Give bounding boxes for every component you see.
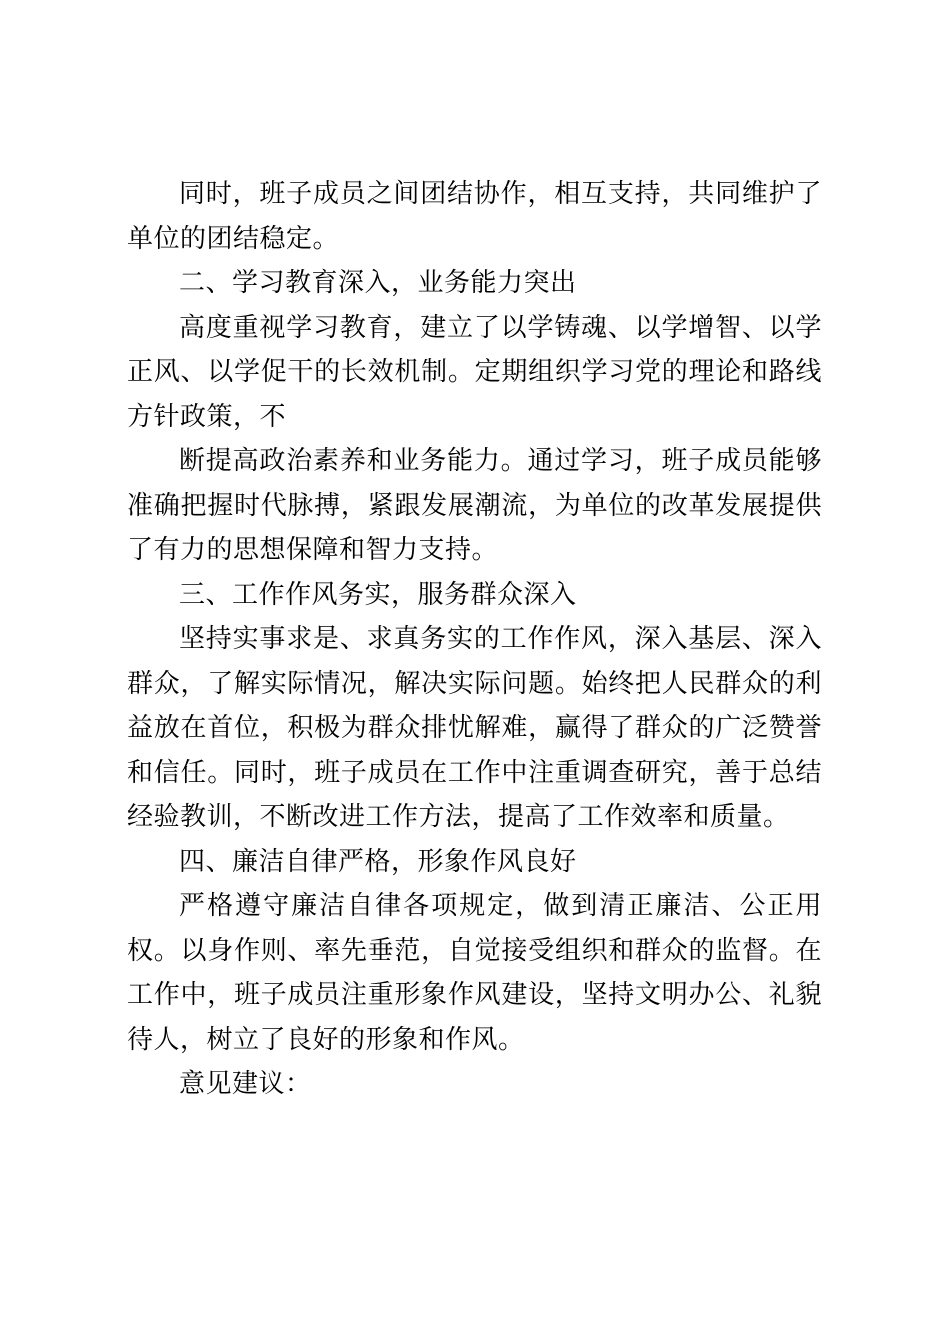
document-body <box>127 172 822 1107</box>
paragraph-study: 高度重视学习教育，建立了以学铸魂、以学增智、以学正风、以学促干的长效机制。定期组织学习党的理论和路线方针政策，不 <box>127 312 822 432</box>
section-heading-suggestions: 意见建议： <box>179 1069 312 1099</box>
paragraph-work-style: 坚持实事求是、求真务实的工作作风，深入基层、深入群众，了解实际情况，解决实际问题。始终把人民群众的利益放在首位，积极为群众排忧解难，赢得了群众的广泛赞誉和信任。同时，班子成员在工作中注重调查研究，善于总结经验教训，不断改进工作方法，提高了工作效率和质量。 <box>127 624 822 832</box>
paragraph-integrity: 严格遵守廉洁自律各项规定，做到清正廉洁、公正用权。以身作则、率先垂范，自觉接受组织和群众的监督。在工作中，班子成员注重形象作风建设，坚持文明办公、礼貌待人，树立了良好的形象和作风。 <box>127 891 822 1055</box>
section-heading-study: 二、学习教育深入，业务能力突出 <box>179 268 577 298</box>
section-heading-integrity: 四、廉洁自律严格，形象作风良好 <box>179 846 577 877</box>
paragraph-study-continued: 断提高政治素养和业务能力。通过学习，班子成员能够准确把握时代脉搏，紧跟发展潮流，为单位的改革发展提供了有力的思想保障和智力支持。 <box>127 446 822 565</box>
section-heading-work-style: 三、工作作风务实，服务群众深入 <box>179 579 577 610</box>
paragraph-unity: 同时，班子成员之间团结协作，相互支持，共同维护了单位的团结稳定。 <box>127 179 822 254</box>
